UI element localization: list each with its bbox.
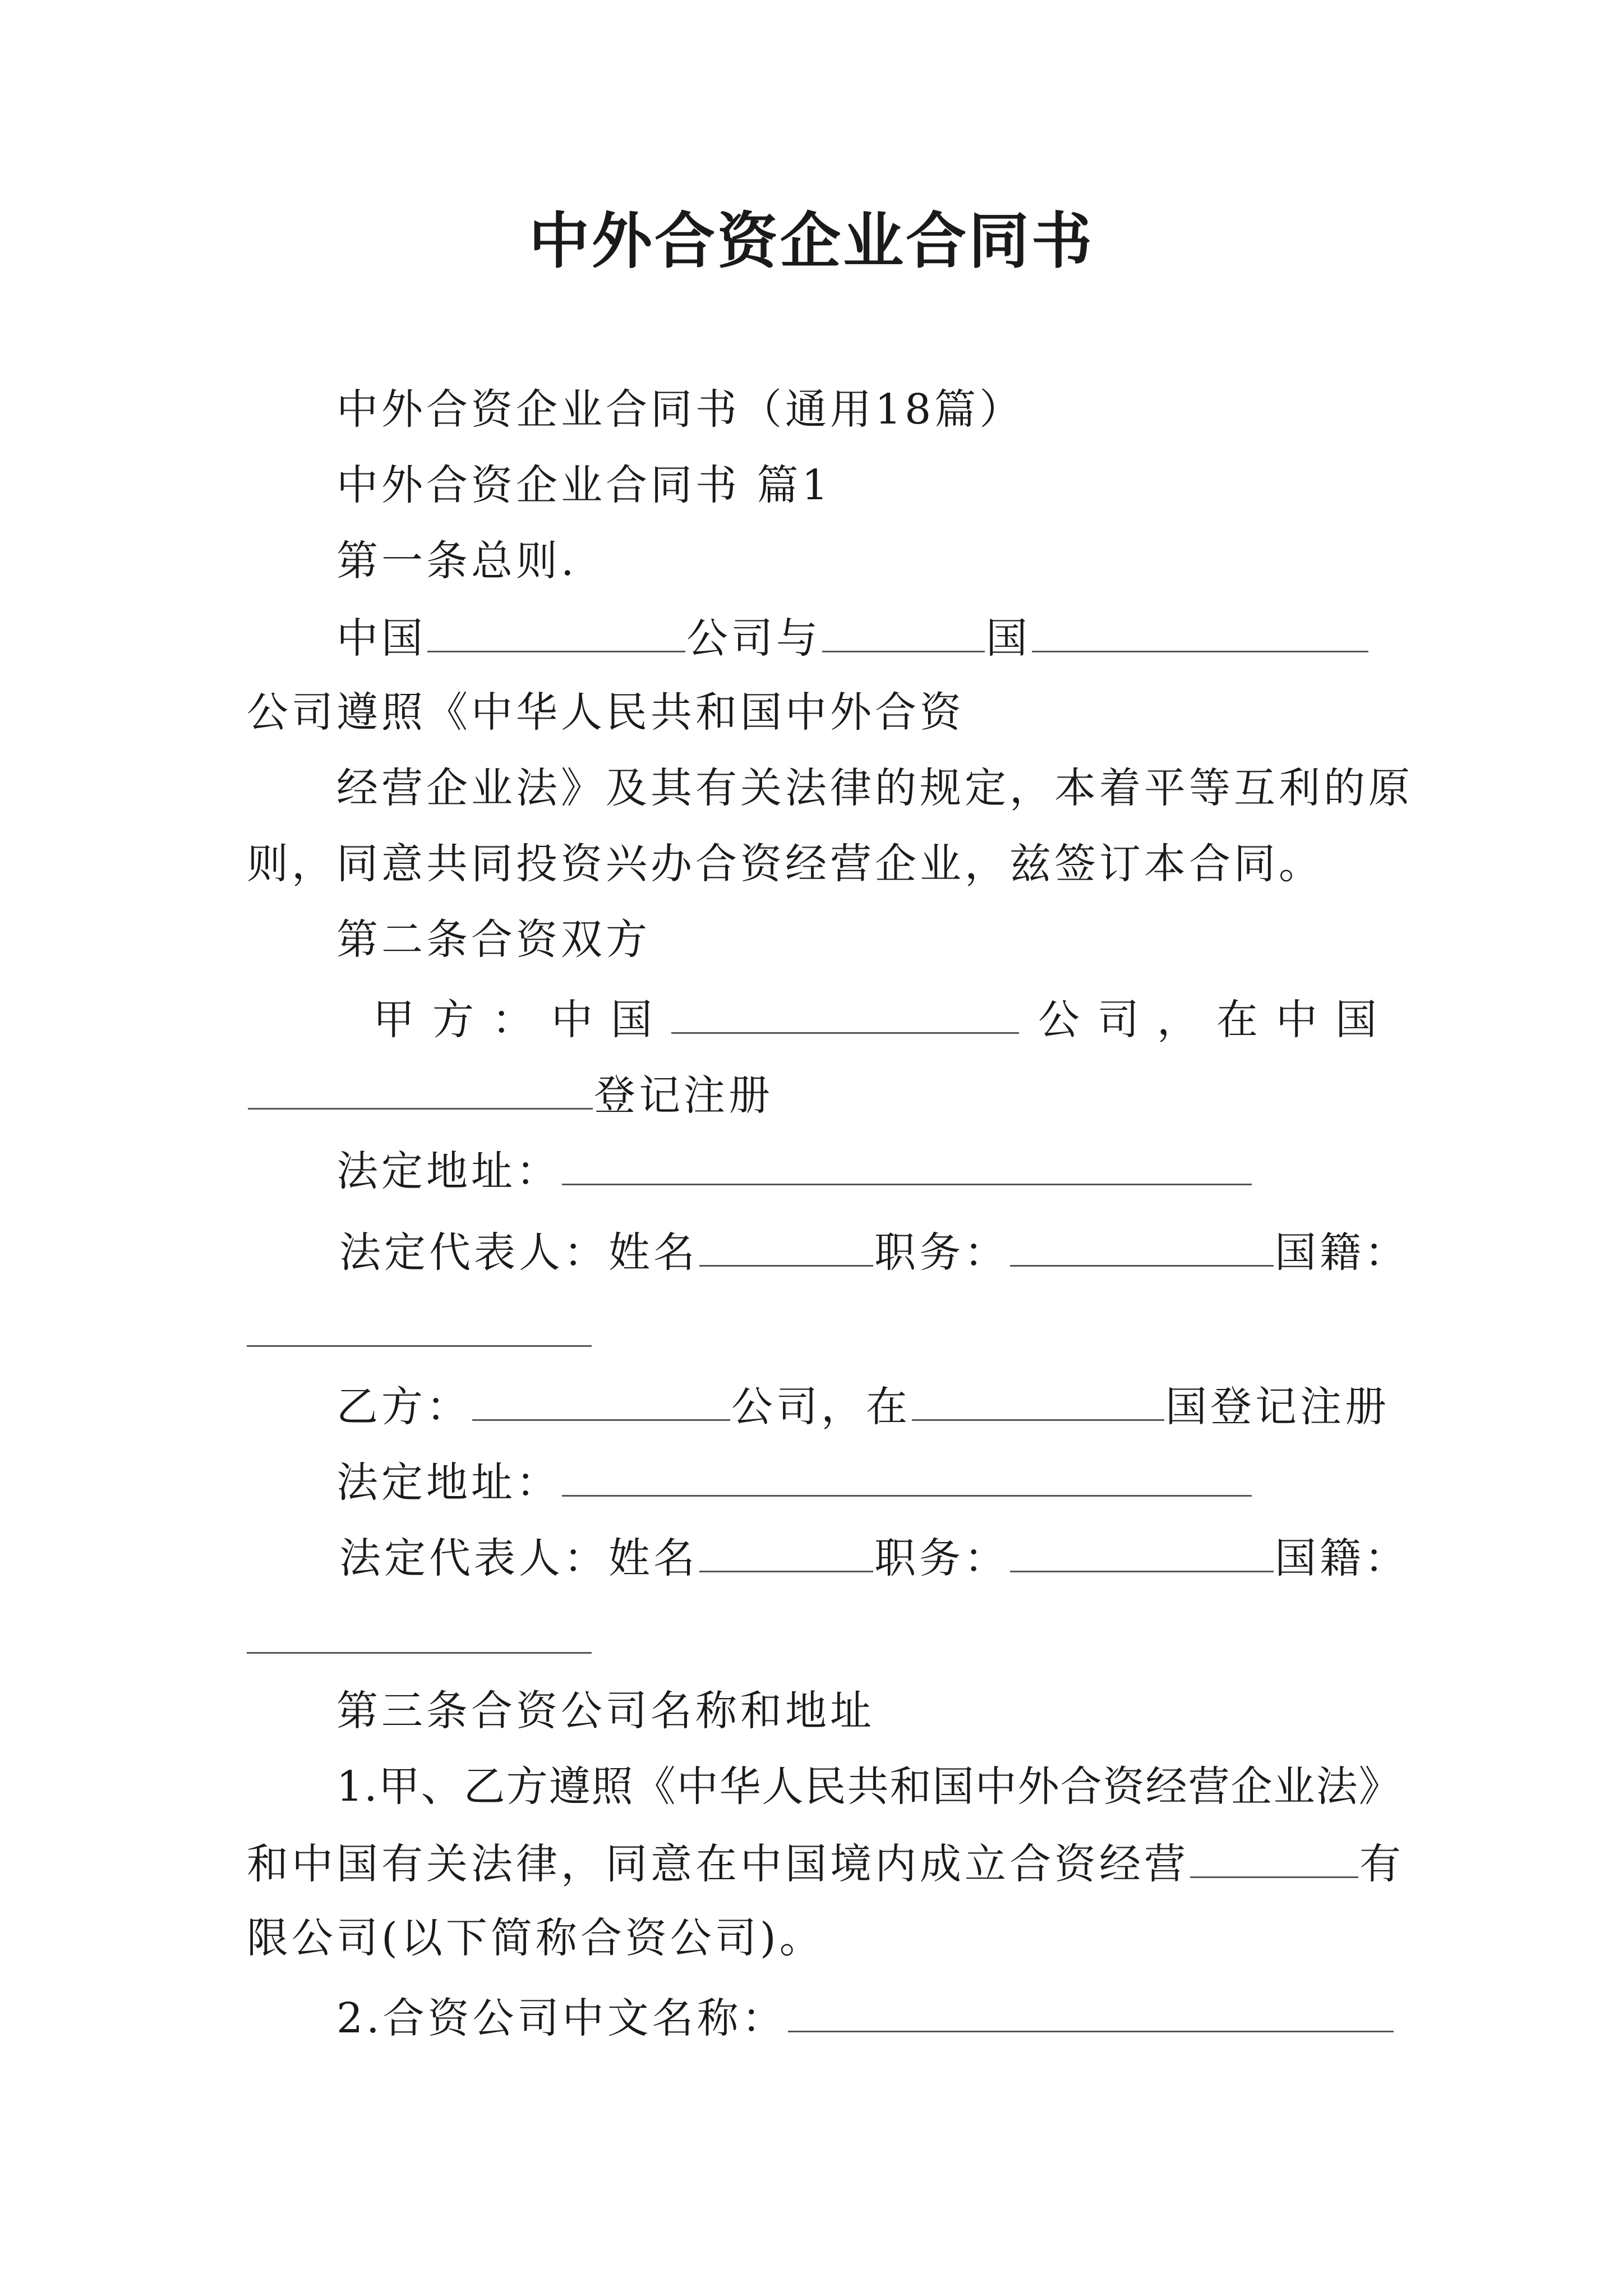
char: 国 (611, 996, 652, 1044)
char: 中 (551, 996, 593, 1044)
position-label: 职务： (874, 1228, 1009, 1277)
char: ： (492, 996, 533, 1044)
text: 登记注册 (594, 1071, 773, 1120)
party-a-representative-line (339, 1220, 1409, 1283)
article-1-line-2: 公司遵照《中华人民共和国中外合资 (247, 688, 965, 737)
position-field (1010, 1220, 1274, 1267)
address-label: 法定地址： (336, 1147, 561, 1195)
blank-field (671, 987, 1019, 1034)
rep-label: 法定代表人：姓名 (339, 1534, 698, 1582)
char: ， (1157, 996, 1198, 1044)
blank-field (248, 1063, 593, 1110)
text: 国登记注册 (1165, 1383, 1390, 1431)
nationality-label: 国籍： (1275, 1228, 1409, 1277)
chinese-name-field (788, 1986, 1394, 2032)
nationality-field (247, 1652, 592, 1654)
text: 国 (986, 614, 1031, 662)
document-title: 中外合资企业合同书 (528, 206, 1094, 277)
party-a-registered-line (247, 1063, 773, 1126)
subtitle: 中外合资企业合同书（通用18篇） (336, 385, 1025, 434)
party-a-line (373, 987, 1377, 1051)
char: 方 (432, 996, 474, 1044)
name-field (699, 1220, 873, 1267)
position-label: 职务： (874, 1534, 1009, 1582)
text: 有 (1359, 1840, 1404, 1888)
text: 公司与 (686, 614, 821, 662)
address-field (562, 1139, 1252, 1185)
blank-field (472, 1374, 730, 1421)
article-3-item-1-line-3: 限公司(以下简称合资公司)。 (247, 1914, 824, 1962)
char: 司 (1098, 996, 1139, 1044)
article-3-item-2 (336, 1986, 1395, 2049)
article-3-heading: 第三条合资公司名称和地址 (336, 1687, 875, 1735)
article-1-line-1 (336, 606, 1370, 669)
blank-field (427, 606, 685, 652)
name-field (699, 1526, 873, 1572)
text: 公司，在 (731, 1383, 911, 1431)
text: 和中国有关法律，同意在中国境内成立合资经营 (247, 1840, 1189, 1888)
party-b-address-line (336, 1450, 1253, 1513)
article-1-heading: 第一条总则. (336, 537, 578, 585)
party-b-representative-line (339, 1526, 1409, 1589)
party-b-label: 乙方： (336, 1383, 471, 1431)
part-heading: 中外合资企业合同书 篇1 (336, 461, 832, 509)
blank-field (912, 1374, 1164, 1421)
address-field (562, 1450, 1252, 1497)
party-a-address-line (336, 1139, 1253, 1202)
article-1-line-3: 经营企业法》及其有关法律的规定，本着平等互利的原 (336, 764, 1413, 812)
article-3-item-1-line-1: 1.甲、乙方遵照《中华人民共和国中外合资经营企业法》 (336, 1763, 1401, 1811)
address-label: 法定地址： (336, 1458, 561, 1507)
article-2-heading: 第二条合资双方 (336, 915, 651, 964)
blank-field (822, 606, 985, 652)
char: 中 (1276, 996, 1317, 1044)
nationality-label: 国籍： (1275, 1534, 1409, 1582)
position-field (1010, 1526, 1274, 1572)
char: 国 (1335, 996, 1377, 1044)
article-1-line-4: 则，同意共同投资兴办合资经营企业，兹签订本合同。 (247, 840, 1324, 888)
char: 甲 (373, 996, 414, 1044)
blank-field (1032, 606, 1368, 652)
party-b-line (336, 1374, 1390, 1438)
rep-label: 法定代表人：姓名 (339, 1228, 698, 1277)
char: 在 (1216, 996, 1258, 1044)
nationality-field (247, 1345, 592, 1347)
text: 中国 (336, 614, 426, 662)
article-3-item-1-line-2 (247, 1832, 1404, 1895)
blank-field (1190, 1832, 1358, 1878)
text: 2.合资公司中文名称： (336, 1994, 787, 2042)
char: 公 (1038, 996, 1080, 1044)
